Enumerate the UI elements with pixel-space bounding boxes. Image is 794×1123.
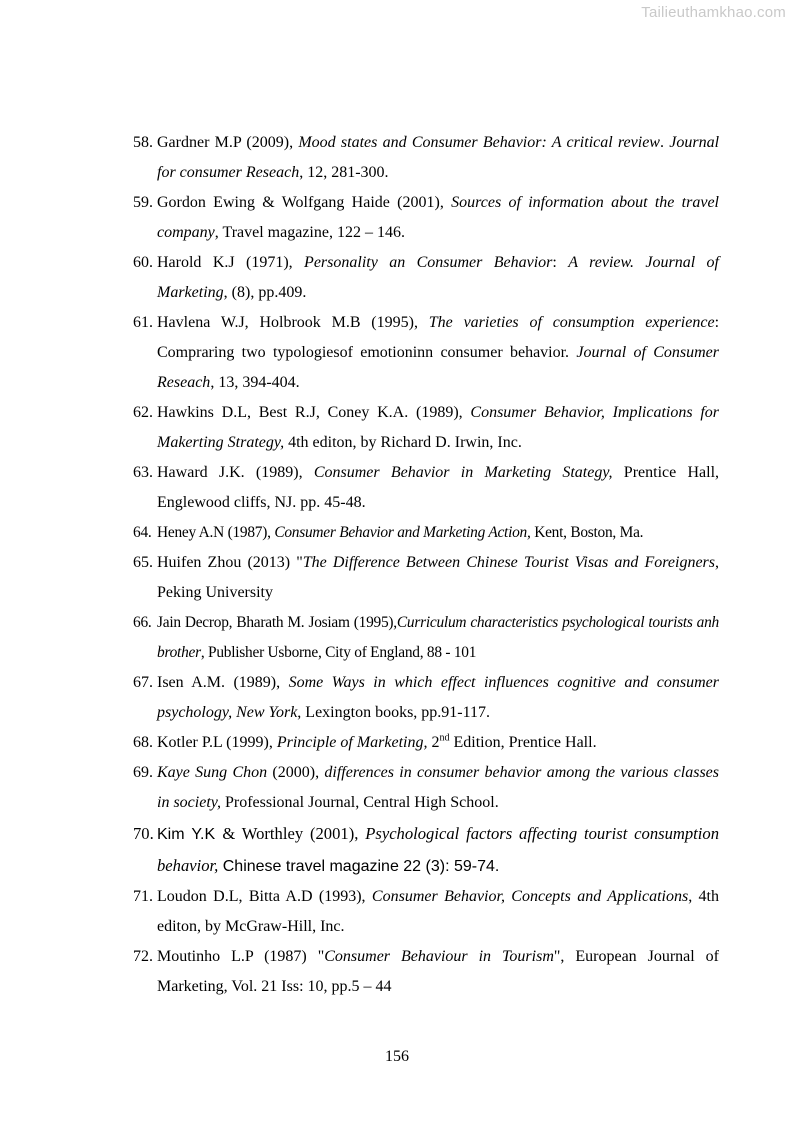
reference-text: , Peking University <box>157 554 720 601</box>
reference-text: Huifen Zhou (2013) " <box>157 554 303 571</box>
reference-text: , 12, 281-300. <box>299 164 389 181</box>
reference-text: Heney A.N (1987), <box>157 524 275 541</box>
reference-text: Havlena W.J, Holbrook M.B (1995), <box>157 314 429 331</box>
reference-entry <box>133 128 719 188</box>
reference-italic-text: Personality an Consumer Behavior <box>304 254 553 271</box>
reference-text: . <box>659 134 670 151</box>
reference-italic-text: Mood states and Consumer Behavior: A critical review <box>298 134 660 151</box>
reference-italic-text: Journal of Consumer Reseach <box>157 344 719 391</box>
reference-italic-text: The Difference Between Chinese Tourist Visas and Foreigners <box>302 554 716 571</box>
reference-italic-text: Consumer Behavior, Implications for Makerting Strategy, <box>157 404 719 451</box>
reference-text: Kotler P.L (1999), <box>157 734 277 751</box>
reference-italic-text: Sources of information about the travel company <box>157 194 719 241</box>
reference-text: ", European Journal of Marketing, Vol. 21 Iss: 10, pp.5 – 44 <box>157 948 719 995</box>
reference-entry <box>133 548 719 608</box>
reference-number: 69. <box>133 764 153 781</box>
reference-italic-text: Curriculum characteristics psychological tourists anh brother <box>157 614 720 661</box>
reference-text: Edition, Prentice Hall. <box>449 734 597 751</box>
reference-text: Hawkins D.L, Best R.J, Coney K.A. (1989), <box>157 404 471 421</box>
reference-text: , (8), pp.409. <box>223 284 307 301</box>
reference-text: , 13, 394-404. <box>210 374 300 391</box>
reference-text: Haward J.K. (1989), <box>157 464 314 481</box>
reference-italic-text: The varieties of consumption experience <box>428 314 715 331</box>
reference-entry <box>133 458 719 518</box>
reference-italic-text: Consumer Behavior, Concepts and Applications <box>371 888 689 905</box>
reference-text: Moutinho L.P (1987) " <box>157 948 325 965</box>
reference-italic-text: Consumer Behavior and Marketing Action, <box>274 524 531 541</box>
reference-entry <box>133 398 719 458</box>
reference-text: Jain Decrop, Bharath M. Josiam (1995), <box>157 614 397 631</box>
reference-text: Kim Y.K <box>157 826 223 843</box>
reference-italic-text: Some Ways in which effect influences cognitive and consumer psychology, New York <box>157 674 719 721</box>
reference-number: 59. <box>133 194 153 211</box>
reference-entry <box>133 728 719 758</box>
reference-number: 58. <box>133 134 153 151</box>
reference-italic-text: Kaye Sung Chon <box>157 764 268 781</box>
reference-entry <box>133 668 719 728</box>
reference-text: , 4th editon, by McGraw-Hill, Inc. <box>157 888 719 935</box>
reference-entry <box>133 188 719 248</box>
reference-number: 61. <box>133 314 153 331</box>
reference-text: Kent, Boston, Ma. <box>530 524 644 541</box>
reference-text: 2 <box>431 734 440 751</box>
reference-text: Gordon Ewing & Wolfgang Haide (2001), <box>157 194 452 211</box>
reference-entry <box>133 882 719 942</box>
reference-number: 60. <box>133 254 153 271</box>
reference-list <box>133 128 719 1002</box>
reference-italic-text: Journal for consumer Reseach <box>157 134 720 181</box>
reference-number: 64. <box>133 524 152 541</box>
reference-text: : Comprаring two typologiesof emotioninn consumer behavior. <box>157 314 720 361</box>
reference-text: : <box>552 254 569 271</box>
reference-number: 65. <box>133 554 153 571</box>
reference-italic-text: Consumer Behaviour in Tourism <box>324 948 554 965</box>
reference-entry <box>133 942 719 1002</box>
reference-text: , Travel magazine, 122 – 146. <box>214 224 405 241</box>
reference-entry <box>133 758 719 818</box>
reference-text: Gardner M.P (2009), <box>157 134 299 151</box>
reference-text: nd <box>439 732 450 744</box>
reference-italic-text: differences in consumer behavior among the various classes in society, <box>157 764 720 811</box>
reference-text: & Worthley (2001), <box>222 824 366 843</box>
reference-text: Harold K.J (1971), <box>157 254 305 271</box>
reference-italic-text: A review. Journal of Marketing <box>157 254 720 301</box>
reference-text: Isen A.M. (1989), <box>157 674 289 691</box>
reference-number: 68. <box>133 734 153 751</box>
reference-entry <box>133 248 719 308</box>
reference-number: 63. <box>133 464 153 481</box>
reference-text: Chinese travel magazine 22 (3): 59-74. <box>218 858 500 875</box>
reference-entry <box>133 608 719 668</box>
reference-number: 71. <box>133 888 153 905</box>
reference-text: , Publisher Usborne, City of England, 88 - 101 <box>200 644 477 661</box>
reference-text: Loudon D.L, Bitta A.D (1993), <box>157 888 372 905</box>
reference-number: 70. <box>133 824 154 843</box>
reference-number: 67. <box>133 674 153 691</box>
reference-text: , Lexington books, pp.91-117. <box>297 704 491 721</box>
reference-entry <box>133 818 719 882</box>
reference-text: 4th editon, by Richard D. Irwin, Inc. <box>284 434 522 451</box>
reference-italic-text: Principle of Marketing, <box>276 734 432 751</box>
reference-number: 62. <box>133 404 153 421</box>
reference-text: Prentice Hall, Englewood cliffs, NJ. pp. 45-48. <box>157 464 720 511</box>
reference-text: (2000), <box>267 764 325 781</box>
reference-italic-text: Consumer Behavior in Marketing Stategy, <box>313 464 613 481</box>
page-number: 156 <box>385 1048 409 1065</box>
reference-number: 66. <box>133 614 152 631</box>
reference-italic-text: Psychological factors affecting tourist consumption behavior, <box>157 824 719 875</box>
watermark: Tailieuthamkhao.com <box>641 4 786 21</box>
reference-text: Professional Journal, Central High School. <box>220 794 499 811</box>
reference-entry <box>133 308 719 398</box>
reference-number: 72. <box>133 948 153 965</box>
reference-entry <box>133 518 719 548</box>
